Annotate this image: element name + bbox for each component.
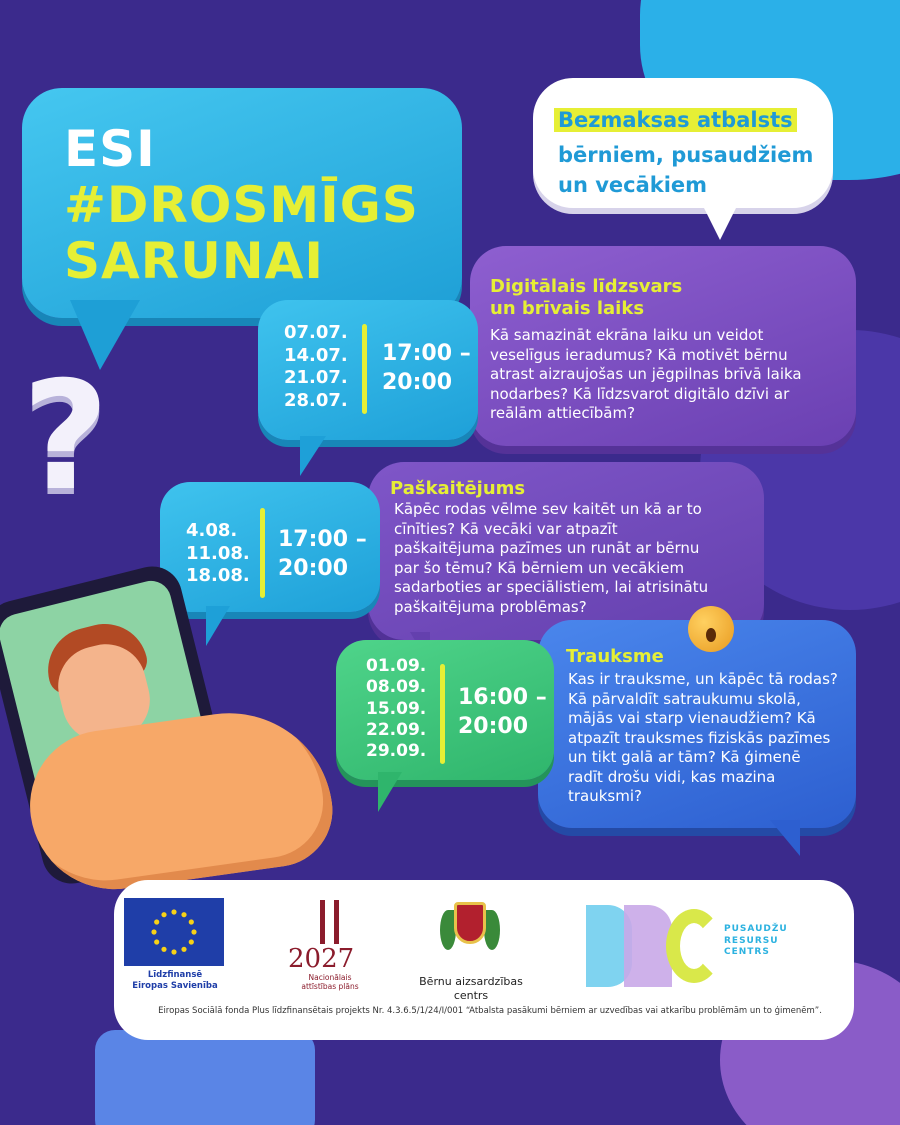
nap-label-line-1: Nacionālais — [308, 973, 352, 982]
bac-label — [408, 975, 534, 1004]
description-line: Kā pārvaldīt satraukumu skolā, — [568, 689, 801, 708]
description-line: paškaitējuma pazīmes un runāt ar bērnu — [394, 539, 700, 557]
tagline-line-1 — [554, 108, 797, 133]
tagline-line-3: un vecākiem — [558, 173, 708, 197]
prc-logo — [586, 905, 720, 987]
laurel-right — [484, 910, 500, 950]
date-item: 14.07. — [284, 344, 348, 366]
session-2-description — [394, 500, 754, 617]
description-line: Kā samazināt ekrāna laiku un veidot — [490, 326, 764, 344]
description-line: cīnīties? Kā vecāki var atpazīt — [394, 519, 618, 538]
bac-label-line-1: Bērnu aizsardzības — [419, 975, 523, 988]
description-line: un tikt galā ar tām? Kā ģimenē — [568, 748, 801, 766]
session-3-topic-tail — [770, 820, 800, 856]
prc-label-line-2: RESURSU — [724, 935, 779, 946]
description-line: Kas ir trauksme, un kāpēc tā rodas? — [568, 670, 838, 688]
description-line: paškaitējuma problēmas? — [394, 597, 587, 616]
nap-label-line-2: attīstības plāns — [301, 982, 359, 992]
prc-label — [724, 924, 788, 959]
session-2-separator — [260, 508, 265, 598]
date-item: 18.08. — [186, 565, 250, 586]
description-line: reālām attiecībām? — [490, 404, 636, 422]
description-line: sadarboties ar speciālistiem, lai atrisinātu — [394, 578, 709, 596]
prc-label-line-1: PUSAUDŽU — [724, 924, 788, 934]
session-3-dates — [366, 656, 426, 762]
time-start: 17:00 – — [278, 527, 367, 552]
session-1-schedule-tail — [300, 436, 326, 476]
date-item: 08.09. — [366, 677, 427, 698]
date-item: 4.08. — [186, 520, 238, 541]
time-end: 20:00 — [382, 369, 453, 395]
description-line: par šo tēmu? Kā bērniem un vecākiem — [394, 558, 685, 577]
emoji-mouth — [706, 628, 716, 642]
description-line: mājās vai starp vienaudžiem? Kā — [568, 709, 816, 727]
description-line: trauksmi? — [568, 787, 642, 805]
date-item: 01.09. — [366, 656, 427, 676]
time-start: 17:00 – — [382, 341, 471, 366]
headline-line-1: ESI — [64, 120, 156, 178]
date-item: 22.09. — [366, 719, 427, 740]
bac-label-line-2: centrs — [453, 989, 489, 1003]
eu-label — [120, 970, 230, 991]
eu-label-line-2: Eiropas Savienība — [132, 980, 218, 991]
tagline-bubble-tail — [700, 200, 740, 240]
session-3-description — [568, 670, 854, 807]
session-1-title-line-2: un brīvais laiks — [490, 298, 645, 319]
tagline-line-2: bērniem, pusaudžiem — [558, 143, 814, 167]
headline-line-3: SARUNAI — [64, 232, 324, 290]
session-3-title: Trauksme — [566, 646, 664, 667]
time-end: 20:00 — [458, 713, 529, 739]
session-1-title-line-1: Digitālais līdzsvars — [490, 276, 683, 297]
eu-label-line-1: Līdzfinansē — [147, 970, 203, 980]
date-item: 21.07. — [284, 367, 348, 388]
session-3-schedule-tail — [378, 772, 402, 812]
session-1-separator — [362, 324, 367, 414]
session-2-time — [278, 526, 367, 583]
session-3-separator — [440, 664, 445, 764]
background-phone-bottom — [95, 1030, 315, 1125]
coat-of-arms-logo — [440, 896, 500, 954]
question-mark-icon: ? — [22, 350, 110, 524]
session-1-dates — [284, 322, 348, 412]
description-line: atpazīt trauksmes fiziskās pazīmes — [568, 728, 831, 747]
tagline-highlight: Bezmaksas atbalsts — [554, 108, 797, 132]
eu-stars-icon — [124, 898, 224, 966]
prc-r-shape — [624, 905, 672, 987]
headline-line-2: #DROSMĪGS — [64, 176, 419, 234]
description-line: atrast aizraujošas un jēgpilnas brīvā laika — [490, 365, 802, 383]
eu-flag-logo — [124, 898, 224, 966]
prc-c-shape — [666, 909, 722, 983]
time-end: 20:00 — [278, 555, 349, 581]
prc-label-line-3: CENTRS — [724, 947, 770, 958]
description-line: veselīgus ieradumus? Kā motivēt bērnu — [490, 345, 788, 364]
project-note: Eiropas Sociālā fonda Plus līdzfinansētais projekts Nr. 4.3.6.5/1/24/I/001 “Atbalsta pasākumi bērniem ar uzvedības vai atkarību problēmām un to ģimenēm”. — [158, 1006, 822, 1016]
date-item: 07.07. — [284, 322, 348, 343]
date-item: 29.09. — [366, 741, 427, 761]
description-line: nodarbes? Kā līdzsvarot digitālo dzīvi ar — [490, 384, 790, 403]
shield-icon — [454, 902, 486, 944]
emoji-face-icon — [688, 606, 734, 652]
description-line: radīt drošu vidi, kas mazina — [568, 767, 776, 786]
description-line: Kāpēc rodas vēlme sev kaitēt un kā ar to — [394, 500, 702, 518]
session-2-dates — [186, 520, 250, 588]
session-1-time — [382, 340, 471, 397]
session-2-schedule-tail — [206, 606, 230, 646]
date-item: 11.08. — [186, 542, 250, 564]
date-item: 15.09. — [366, 698, 427, 719]
session-3-time — [458, 684, 547, 741]
time-start: 16:00 – — [458, 685, 547, 710]
session-1-description — [490, 326, 850, 424]
nap-label — [282, 973, 378, 992]
nap-year: 2027 — [288, 944, 355, 974]
date-item: 28.07. — [284, 389, 348, 411]
nap-bars-icon — [316, 900, 346, 944]
session-2-title: Paškaitējums — [390, 478, 526, 499]
